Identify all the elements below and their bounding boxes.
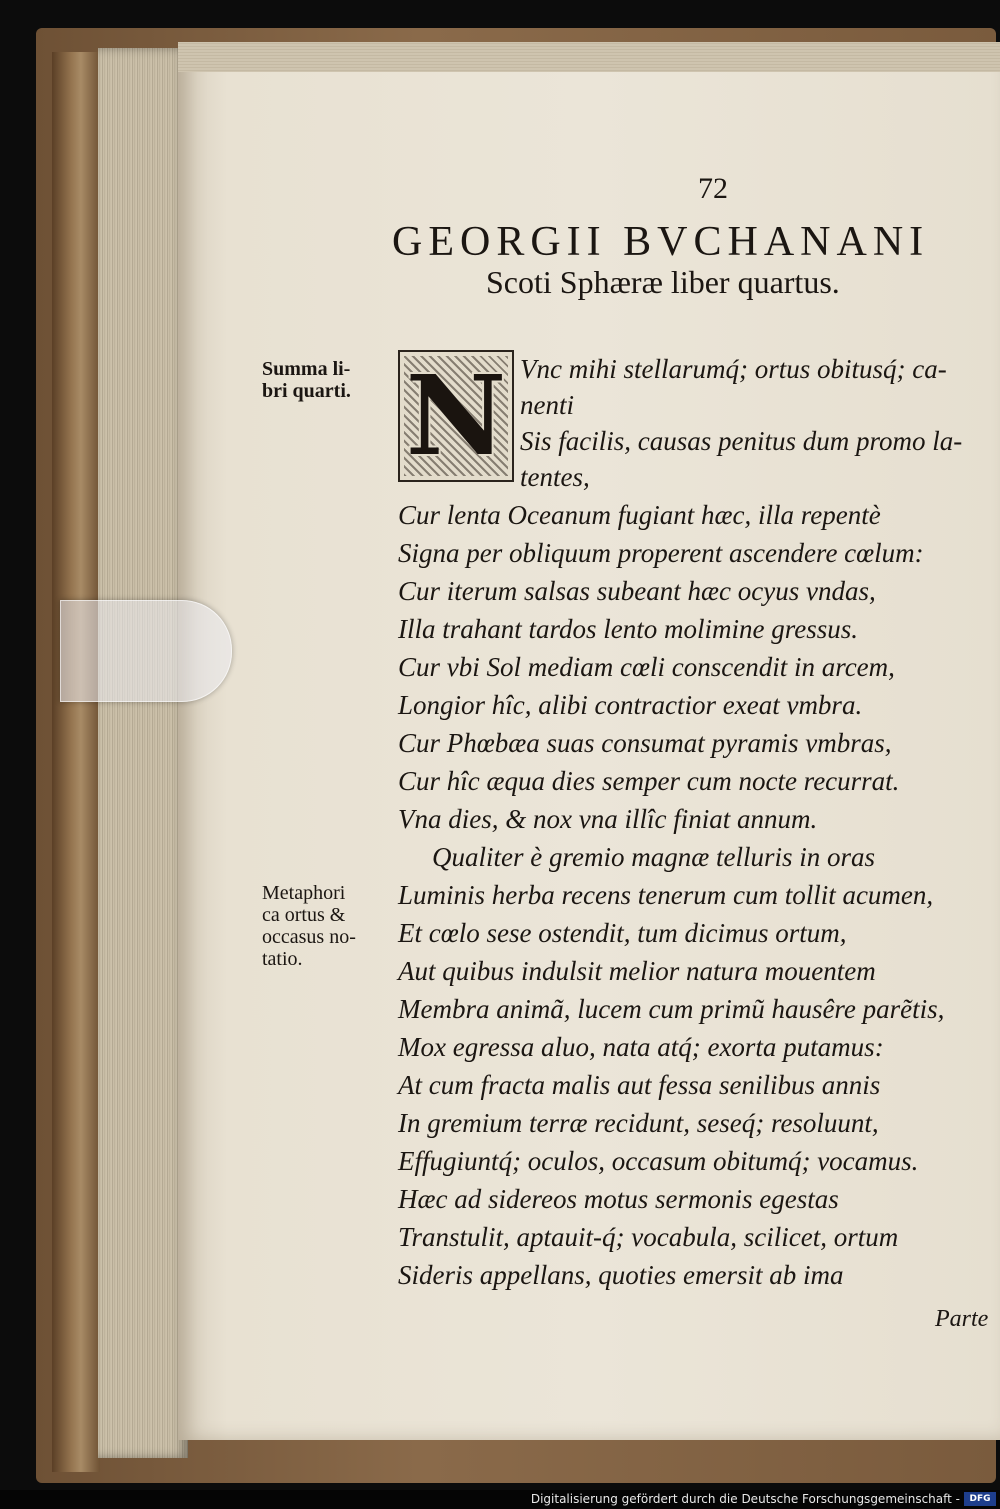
verse-line: Cur Phœbæa suas consumat pyramis vmbras, [398, 728, 892, 758]
decorated-initial [398, 350, 514, 482]
verse-line: Cur lenta Oceanum fugiant hæc, illa repentè [398, 500, 881, 530]
page-number: 72 [698, 172, 728, 205]
verse-line: tentes, [520, 462, 590, 492]
title-subtitle: Scoti Sphæræ liber quartus. [486, 264, 840, 300]
margin-note-summary [262, 358, 351, 402]
title-author: GEORGII BVCHANANI [392, 219, 930, 265]
initial-letter: N [405, 351, 507, 480]
verse-line: Hæc ad sidereos motus sermonis egestas [398, 1184, 839, 1214]
verse-line: Illa trahant tardos lento molimine gressus. [398, 614, 859, 644]
margin-note-metaphor [262, 882, 356, 970]
verse-line: Aut quibus indulsit melior natura mouentem [398, 956, 876, 986]
verse-line: Vnc mihi stellarumq́; ortus obitusq́; ca- [520, 354, 947, 384]
verse-line: Mox egressa aluo, nata atq́; exorta putamus: [398, 1032, 884, 1062]
verse-line: Longior hîc, alibi contractior exeat vmbra. [398, 690, 863, 720]
verse-line: Signa per obliquum properent ascendere cœlum: [398, 538, 924, 568]
verse-line: Qualiter è gremio magnæ telluris in oras [432, 842, 875, 872]
verse-line: Transtulit, aptauit-q́; vocabula, scilicet, ortum [398, 1222, 899, 1252]
verse-line: Vna dies, & nox vna illîc finiat annum. [398, 804, 818, 834]
verse-line: At cum fracta malis aut fessa senilibus annis [398, 1070, 881, 1100]
page-edges [98, 48, 188, 1458]
verse-line: Cur hîc æqua dies semper cum nocte recurrat. [398, 766, 900, 796]
verse-line: In gremium terræ recidunt, seseq́; resoluunt, [398, 1108, 879, 1138]
verse-line: Sideris appellans, quoties emersit ab ima [398, 1260, 844, 1290]
verse-line: Et cœlo sese ostendit, tum dicimus ortum, [398, 918, 847, 948]
dfg-credit: Digitalisierung gefördert durch die Deutsche Forschungsgemeinschaft - [530, 1492, 960, 1506]
dfg-logo: DFG [964, 1492, 996, 1506]
book-spine [52, 52, 100, 1472]
verse-line: Luminis herba recens tenerum cum tollit acumen, [398, 880, 934, 910]
page-top-edge [178, 42, 1000, 72]
page-clip [60, 600, 232, 702]
verse-line: Cur iterum salsas subeant hæc ocyus vndas, [398, 576, 876, 606]
verse-line: Sis facilis, causas penitus dum promo la- [520, 426, 963, 456]
margin-note-summary-text: Summa li- bri quarti. [262, 358, 351, 402]
verse-line: nenti [520, 390, 574, 420]
verse-line: Cur vbi Sol mediam cœli conscendit in arcem, [398, 652, 895, 682]
catchword: Parte [935, 1306, 989, 1332]
verse-line: Membra animã, lucem cum primũ hausêre parẽtis, [398, 994, 945, 1024]
margin-note-metaphor-text: Metaphori ca ortus & occasus no- tatio. [262, 882, 356, 970]
verse-line: Effugiuntq́; oculos, occasum obitumq́; vocamus. [398, 1146, 919, 1176]
